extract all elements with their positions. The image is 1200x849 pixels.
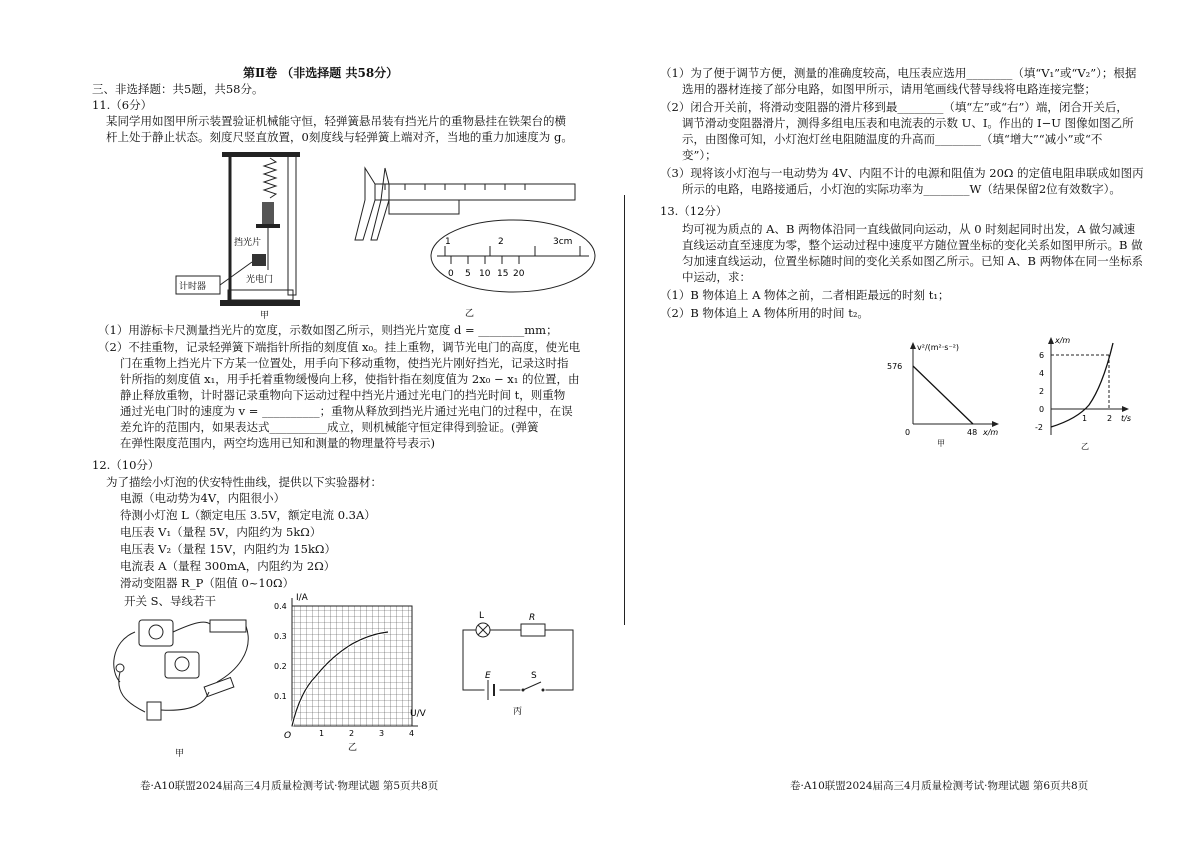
q12-cont-8: 所示的电路，电路接通后，小灯泡的实际功率为________W（结果保留2位有效数字）。 — [682, 182, 1121, 196]
q12-item-2: 待测小灯泡 L（额定电压 3.5V，额定电流 0.3A） — [120, 508, 376, 522]
section-title: 第Ⅱ卷 （非选择题 共58分） — [243, 66, 399, 80]
q12-cont-1: （1）为了便于调节方便，测量的准确度较高，电压表应选用________（填“V₁”或“V₂”）；根据 — [660, 66, 1137, 80]
xt-ytick-4: 4 — [1039, 369, 1045, 378]
scale-cm-3: 3cm — [553, 237, 573, 247]
q11-sub2-line5: 通过光电门时的速度为 v = __________；重物从释放到挡光片通过光电门的过程中，在误 — [120, 404, 573, 418]
q12-cont-5: 示，由图像可知，小灯泡灯丝电阻随温度的升高而________（填“增大”“减小”或“不 — [682, 132, 1103, 146]
q13-line3: 匀加速直线运动，位置坐标随时间的变化关系如图乙所示。已知 A、B 两物体在同一坐标系 — [682, 254, 1144, 268]
section-subtitle: 三、非选择题：共5题，共58分。 — [92, 82, 264, 96]
v2-x-graph — [885, 338, 1005, 448]
q12-item-6: 滑动变阻器 R_P（阻值 0~10Ω） — [120, 576, 295, 590]
iu-ytick-0.3: 0.3 — [274, 632, 287, 641]
q12-item-1: 电源（电动势为4V，内阻很小） — [120, 491, 286, 505]
circuit-label-E: E — [485, 671, 491, 681]
iu-xtick-1: 1 — [319, 729, 325, 738]
iu-ytick-0.1: 0.1 — [274, 692, 287, 701]
q11-sub2-line2: 门在重物上挡光片下方某一位置处，用手向下移动重物，使挡光片刚好挡光，记录这时指 — [120, 356, 569, 370]
q11-line2: 杆上处于静止状态。刻度尺竖直放置，0刻度线与轻弹簧上端对齐，当地的重力加速度为 g。 — [106, 130, 573, 144]
q12-cont-3: （2）闭合开关前，将滑动变阻器的滑片移到最________（填“左”或“右”）端，闭合开关后， — [660, 100, 1128, 114]
caption-q12-yi: 乙 — [348, 743, 358, 753]
xt-xlabel: t/s — [1121, 414, 1131, 423]
xt-ytick-neg2: -2 — [1035, 423, 1043, 432]
q12-number: 12.（10分） — [92, 458, 160, 472]
scale-cm-1: 1 — [445, 237, 451, 247]
xt-xtick-1: 1 — [1082, 414, 1088, 423]
x-t-graph — [1025, 335, 1135, 455]
iu-xlabel: U/V — [410, 709, 426, 719]
vernier-0: 0 — [448, 269, 454, 279]
xt-ytick-0: 0 — [1039, 405, 1045, 414]
circuit-label-L: L — [479, 611, 485, 621]
q11-number: 11.（6分） — [92, 98, 153, 112]
q11-sub2-line7: 在弹性限度范围内，两空均选用已知和测量的物理量符号表示) — [120, 436, 435, 450]
v2-ylabel: v²/(m²·s⁻²) — [917, 343, 960, 352]
label-guangdianmen: 光电门 — [246, 275, 274, 285]
q13-line4: 中运动，求： — [682, 270, 751, 284]
circuit-label-R: R — [529, 613, 536, 623]
v2-x0: 48 — [967, 428, 978, 437]
q13-sub1: （1）B 物体追上 A 物体之前，二者相距最远的时刻 t₁； — [660, 288, 950, 302]
vernier-15: 15 — [497, 269, 509, 279]
vernier-caliper-figure — [345, 160, 595, 320]
xt-ytick-6: 6 — [1039, 351, 1045, 360]
q12-cont-6: 变”）； — [682, 148, 717, 162]
label-jishiqi: 计时器 — [179, 282, 207, 292]
iu-xtick-2: 2 — [349, 729, 355, 738]
xt-caption: 乙 — [1081, 442, 1089, 451]
q12-item-7: 开关 S、导线若干 — [124, 594, 217, 608]
q11-sub1: （1）用游标卡尺测量挡光片的宽度，示数如图乙所示，则挡光片宽度 d = ________mm； — [98, 323, 558, 337]
scale-cm-2: 2 — [498, 237, 504, 247]
q11-line1: 某同学用如图甲所示装置验证机械能守恒，轻弹簧悬吊装有挡光片的重物悬挂在铁架台的横 — [106, 114, 566, 128]
q12-cont-7: （3）现将该小灯泡与一电动势为 4V、内阻不计的电源和阻值为 20Ω 的定值电阻串联成如图丙 — [660, 166, 1144, 180]
q13-line1: 均可视为质点的 A、B 两物体沿同一直线做同向运动，从 0 时刻起同时出发，A 做匀减速 — [682, 222, 1136, 236]
v2-caption: 甲 — [937, 439, 945, 448]
v2-origin: 0 — [905, 428, 911, 437]
label-dangguang: 挡光片 — [234, 238, 262, 248]
q11-sub2-line3: 针所指的刻度值 x₁，用手托着重物缓慢向上移，使指针指在刻度值为 2x₀ − x₁ 的位置，由 — [120, 372, 580, 386]
q12-intro: 为了描绘小灯泡的伏安特性曲线，提供以下实验器材： — [106, 475, 382, 489]
q11-sub2-line6: 差允许的范围内，如果表达式__________成立，则机械能守恒定律得到验证。(弹簧 — [120, 420, 539, 434]
circuit-label-S: S — [531, 671, 537, 681]
left-footer: 卷·A10联盟2024届高三4月质量检测考试·物理试题 第5页共8页 — [140, 780, 439, 792]
q12-item-4: 电压表 V₂（量程 15V，内阻约为 15kΩ） — [120, 542, 336, 556]
caption-q12-bing: 丙 — [513, 707, 523, 717]
v2-xlabel: x/m — [983, 428, 999, 437]
vernier-5: 5 — [465, 269, 471, 279]
q12-cont-4: 调节滑动变阻器滑片，测得多组电压表和电流表的示数 U、I。作出的 I−U 图像如图乙所 — [682, 116, 1134, 130]
xt-ytick-2: 2 — [1039, 387, 1045, 396]
vernier-10: 10 — [479, 269, 491, 279]
xt-ylabel: x/m — [1055, 336, 1071, 345]
q13-sub2: （2）B 物体追上 A 物体所用的时间 t₂。 — [660, 306, 869, 320]
iu-xtick-3: 3 — [379, 729, 385, 738]
caption-jia: 甲 — [260, 311, 270, 321]
q12-cont-2: 选用的器材连接了部分电路，如图甲所示，请用笔画线代替导线将电路连接完整； — [682, 82, 1096, 96]
q12-wiring-figure — [105, 612, 255, 762]
q11-sub2-line4: 静止释放重物，计时器记录重物向下运动过程中挡光片通过光电门的挡光时间 t，则重物 — [120, 388, 566, 402]
iu-ylabel: I/A — [296, 593, 308, 603]
column-divider — [624, 195, 625, 625]
iu-ytick-0.2: 0.2 — [274, 662, 287, 671]
caption-q12-jia: 甲 — [175, 749, 185, 759]
caption-yi: 乙 — [465, 309, 475, 319]
q11-sub2-line1: （2）不挂重物，记录轻弹簧下端指针所指的刻度值 x₀。挂上重物，调节光电门的高度，使光电 — [98, 340, 581, 354]
circuit-diagram — [455, 608, 585, 718]
iu-xtick-4: 4 — [409, 729, 415, 738]
q13-number: 13.（12分） — [660, 204, 728, 218]
iu-graph — [270, 592, 430, 752]
q13-line2: 直线运动直至速度为零，整个运动过程中速度平方随位置坐标的变化关系如图甲所示。B 做 — [682, 238, 1143, 252]
right-page — [630, 0, 1200, 849]
q12-item-3: 电压表 V₁（量程 5V，内阻约为 5kΩ） — [120, 525, 322, 539]
iu-origin: O — [284, 731, 292, 741]
xt-xtick-2: 2 — [1107, 414, 1113, 423]
q11-apparatus-figure — [170, 150, 330, 320]
iu-ytick-0.4: 0.4 — [274, 602, 287, 611]
vernier-20: 20 — [513, 269, 525, 279]
q12-item-5: 电流表 A（量程 300mA，内阻约为 2Ω） — [120, 559, 336, 573]
v2-y0: 576 — [887, 362, 903, 371]
right-footer: 卷·A10联盟2024届高三4月质量检测考试·物理试题 第6页共8页 — [790, 780, 1089, 792]
